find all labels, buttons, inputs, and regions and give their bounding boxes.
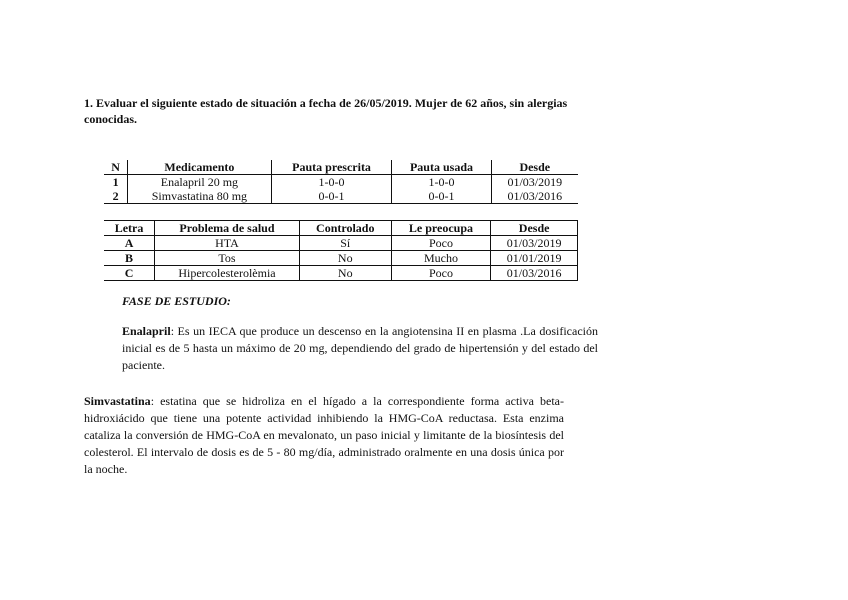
cell-letra: A [104, 236, 155, 251]
table-row [104, 236, 578, 251]
cell-medicamento: Simvastatina 80 mg [128, 189, 272, 204]
cell-controlado: Sí [299, 236, 391, 251]
cell-pauta-usada: 0-0-1 [392, 189, 491, 204]
header-preocupa: Le preocupa [391, 221, 491, 236]
header-controlado: Controlado [299, 221, 391, 236]
cell-n: 1 [112, 175, 119, 189]
cell-problema: Tos [155, 251, 300, 266]
simvastatina-paragraph [84, 393, 564, 478]
cell-desde: 01/01/2019 [491, 251, 578, 266]
question-text: Evaluar el siguiente estado de situación a fecha de 26/05/2019. Mujer de 62 años, sin alergias conocidas. [84, 96, 568, 126]
header-problema: Problema de salud [155, 221, 300, 236]
table-row [104, 175, 578, 190]
header-desde: Desde [491, 160, 578, 175]
cell-pauta-usada: 1-0-0 [392, 175, 491, 190]
cell-letra: B [104, 251, 155, 266]
health-problems-table [104, 220, 578, 281]
cell-pauta-prescrita: 1-0-0 [271, 175, 392, 190]
simvastatina-text: : estatina que se hidroliza en el hígado a la correspondiente forma activa beta-hidroxiácido que tiene una potente actividad inhibiendo la HMG-CoA reductasa. Esta enzima cataliza la conversión de HMG-CoA en mevalonato, un paso inicial y limitante de la biosíntesis del colesterol. El intervalo de dosis es de 5 - 80 mg/día, administrado oralmente en una dosis única por la noche. [84, 394, 564, 476]
cell-controlado: No [299, 266, 391, 281]
header-desde: Desde [491, 221, 578, 236]
header-pauta-prescrita: Pauta prescrita [271, 160, 392, 175]
cell-desde: 01/03/2016 [491, 266, 578, 281]
cell-preocupa: Poco [391, 236, 491, 251]
table-row [104, 189, 578, 204]
cell-preocupa: Mucho [391, 251, 491, 266]
cell-problema: Hipercolesterolèmia [155, 266, 300, 281]
enalapril-text: : Es un IECA que produce un descenso en la angiotensina II en plasma .La dosificación inicial es de 5 hasta un máximo de 20 mg, dependiendo del grado de hipertensión y del estado del paciente. [122, 324, 598, 372]
cell-n: 2 [112, 189, 119, 203]
cell-medicamento: Enalapril 20 mg [128, 175, 272, 190]
cell-controlado: No [299, 251, 391, 266]
question-number: 1. [84, 96, 93, 110]
cell-letra: C [104, 266, 155, 281]
enalapril-term: Enalapril [122, 324, 171, 338]
question-heading [84, 95, 604, 127]
header-n: N [111, 160, 120, 174]
cell-problema: HTA [155, 236, 300, 251]
enalapril-paragraph [122, 323, 598, 374]
medications-table [104, 160, 578, 204]
cell-preocupa: Poco [391, 266, 491, 281]
cell-desde: 01/03/2019 [491, 236, 578, 251]
table-header-row [104, 221, 578, 236]
simvastatina-term: Simvastatina [84, 394, 151, 408]
cell-desde: 01/03/2019 [491, 175, 578, 190]
table-row [104, 266, 578, 281]
header-medicamento: Medicamento [128, 160, 272, 175]
header-pauta-usada: Pauta usada [392, 160, 491, 175]
header-letra: Letra [104, 221, 155, 236]
cell-desde: 01/03/2016 [491, 189, 578, 204]
table-header-row [104, 160, 578, 175]
cell-pauta-prescrita: 0-0-1 [271, 189, 392, 204]
phase-title: FASE DE ESTUDIO: [122, 294, 231, 308]
table-row [104, 251, 578, 266]
